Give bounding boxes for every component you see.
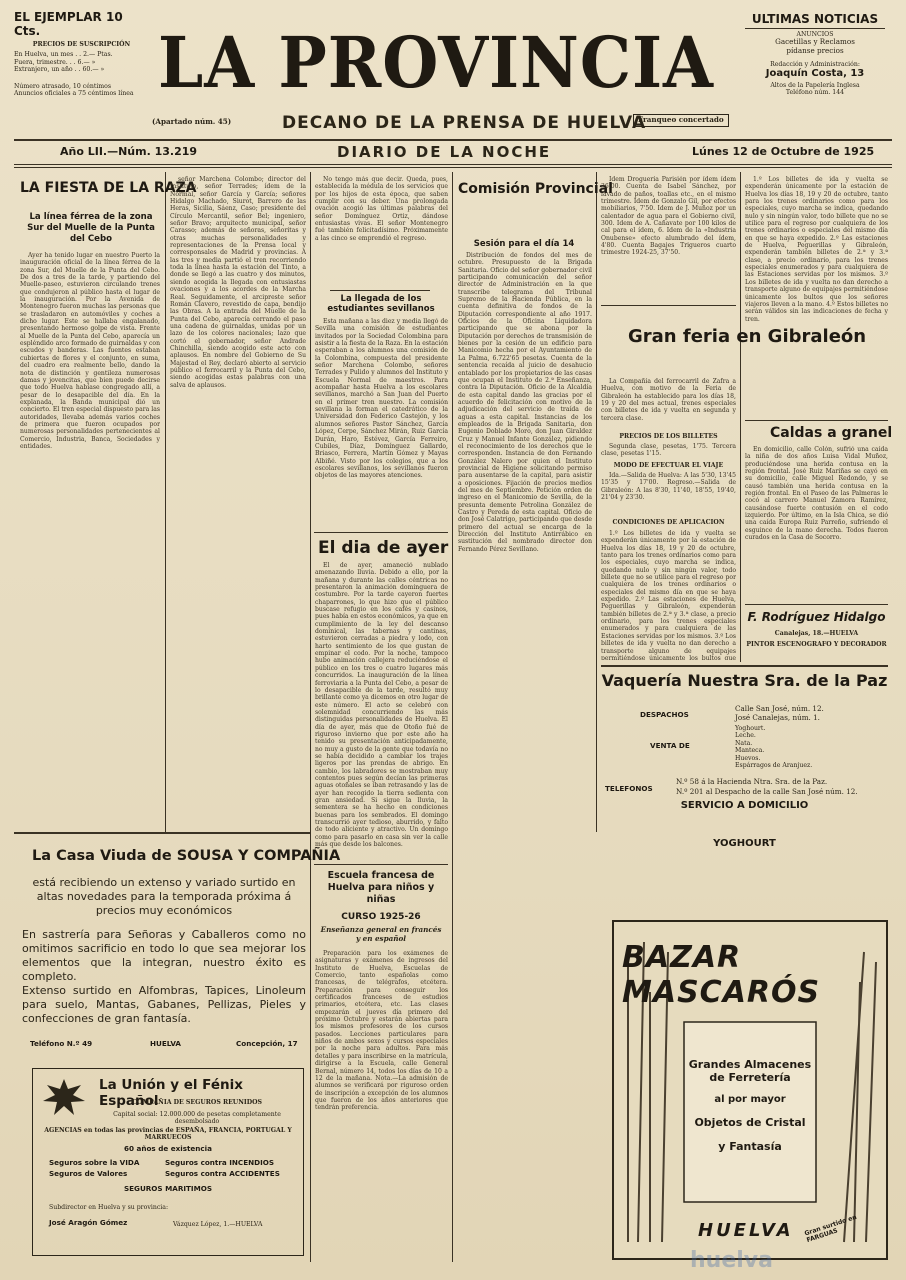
issue-price: EL EJEMPLAR 10 Cts. xyxy=(14,10,123,38)
union-incendios: Seguros contra INCENDIOS xyxy=(165,1158,275,1167)
precios-label: pídanse precios xyxy=(786,46,844,55)
union-valores: Seguros de Valores xyxy=(49,1169,128,1178)
caldas-body: En domicilio, calle Colón, sufrió una caída la niña de dos años Luisa Vidal Muñoz, produciéndose una herida contusa en la región frontal. José Ruiz Mariñas se cayó en su domicilio, calle Miguel Redondo, y se causó también una herida contusa en la región frontal. En el Paseo de las Palmeras le cocó al carrero Manuel Zamora Ramírez, causándose fuerte contusión en el codo izquierdo. Por último, en la Isla Chica, se dió una caída Europa Ruiz Parreño, sufriendo el esguince de la mano derecha. Todos fueron curados en la Casa de Socorro. xyxy=(745,446,888,542)
union-capital: Capital social: 12.000.000 de pesetas completamente desembolsado xyxy=(113,1111,281,1126)
section-rule xyxy=(14,832,310,834)
bazar-line-4: y Fantasía xyxy=(718,1140,782,1153)
address: Joaquín Costa, 13 xyxy=(765,68,865,79)
back-issue-note: Número atrasado, 10 céntimos xyxy=(14,82,112,90)
hidalgo-address: Canalejas, 18.—HUELVA xyxy=(774,630,859,637)
masthead-rule-bottom xyxy=(14,167,892,168)
feria-headline: Gran feria en Gibraleón xyxy=(628,326,867,347)
dia-body: El de ayer, amaneció nublado amenazando lluvia. Debido a ello, por la mañana y durante las calles céntricas no presentaron la animación dominguera de costumbre. Por la tarde cayeron fuertes chaparrones, lo que hizo que el público buscase refugio en los cafés y casinos, pues había en estos económicos, ya que en cumplimiento de la ley del descanso dominical, las tabernas y cantinas, estuvieron cerradas a piedra y lodo, con harto sentimiento de los que gustan de empinar el codo. Por la noche, tampoco hubo animación callejera reduciéndose el público en los tres o cuatro lugares más concurridos. La inauguración de la línea ferroviaria a la Punta del Cebo, a pesar de lo desapacible de la tarde, resultó muy brillante como ya dicemos en otro lugar de este número. El acto se celebró con solemnidad concurriendo las más distinguidas personalidades de Huelva. El día de ayer, más que de Otoño fué de riguroso invierno que por este año ha tenido su presentación anticipadamente, no muy a gusto de la gente que todavía no se había decidido a cambiar los trajes ligeros por las prendas de abrigo. En cambio, los labradores se mostraban muy contentos pues según decían las primeras aguas otoñales se iban retrasando y las de ayer han recogido la tierra sedienta con gran ansiedad. Si sigue la lluvia, la sementera se ha hecho en condiciones buenas para los sembrados. El domingo transcurrió ayer tedioso, aburrido, y falto de todo aliciente y atractivo. Un domingo como para pasarlo en casa sin ver la calle más que desde los balcones. xyxy=(315,562,448,849)
raza-body-cont: señor Marchena Colombo; director del Instituto, señor Terrades; ídem de la Normal, señor García y García; señores Hidalgo Machado, Siurot, Barrero de las Heras, Sicilia, Sáenz, Caso; presidente del Círculo Mercantil, señor Bel; ingeniero, señor Bravo; arquitecto municipal, señor Carasso; además de señoras, señoritas y otras muchas personalidades y representaciones de la Prensa local y corresponsales de Madrid y provincias. A las tres y media partió el tren recorriendo toda la línea hasta la estación del Tinto, a donde se llegó a las cuatro y dos minutos, siendo acogida la llegada con entusiastas ovaciones y a los acordes de la Marcha Real. Seguidamente, el arcipreste señor Román Clavero, revestido de capa, bendijo las Obras. A la entrada del Muelle de la Punta del Cebo, aparecía cerrando el paso una cadena de guirnaldas, unidas por un lazo de los colores nacionales; lazo que cortó el gobernador, señor Andrade Chinchilla, siendo acogido este acto con aplausos. En nombre del Gobierno de Su Majestad el Rey, declaró abierto al servicio público el ferrocarril y la Punta del Cebo, siendo acogidas estas palabras con una salva de aplausos. xyxy=(170,176,306,389)
estudiantes-body: Esta mañana a las diez y media llegó de Sevilla una comisión de estudiantes invitados por la Sociedad Colombina para asistir a la fiesta de la Raza. En la estación esperaban a los alumnos una comisión de la Colombina, compuesta del presidente señor Marchena Colombo, señores Terrades y Pulido y alumnos del Instituto y Escuela Normal de maestros. Para acompañar hasta Huelva a los escolares sevillanos, marchó a San Juan del Puerto en el primer tren nuestro. La comisión sevillana la forman el catedrático de la Universidad don Federico Castejón, y los alumnos señores Pastor Sánchez, García López, Cerpe, Sánchez Mirán, Ruiz García Durán, Haro, Estévez, García Ferreiro, Cubiles, Díaz, Domínguez Gallardo, Briasco, Ferrera, Martín Gómez y Mayas Albiñé. Visto por los colegios, que a los escolares sevillanos, los sevillanos fueron objetos de las mayores atenciones. xyxy=(315,318,448,480)
section-rule xyxy=(601,665,888,667)
comision-body-cont: Idem Droguería Parisién por ídem ídem 36,00. Cuenta de Isabel Sánchez, por lavado de paños, toallas etc., en el mismo trimestre. Idem de Gonzalo Gil, por efectos mobiliarios, 7'50. Idem de J. Muñoz por un calentador de agua para el Gobierno civil, 300. Idem de A. Cañavate por 100 kilos de cal para el ídem, 6. Idem de la «Industria Onubense» efecto alumbrado del ídem, 4'80. Cuenta Bagajes Trigueros cuarto trimestre 1924-25, 37'50. xyxy=(601,176,736,257)
franqueo-box: Franqueo concertado xyxy=(633,114,729,127)
union-fenix-ad xyxy=(32,1068,304,1256)
dia-headline: El dia de ayer xyxy=(318,538,449,558)
union-agent: José Aragón Gómez xyxy=(49,1218,128,1227)
sousa-title: La Casa Viuda de SOUSA Y COMPAÑIA xyxy=(32,848,341,864)
masthead-rule-mid xyxy=(14,164,892,165)
sousa-line-3: Extenso surtido en Alfombras, Tapices, Linoleum para suelo, Mantas, Gabanes, Pellizas, Pieles y confecciones de gran fantasía. xyxy=(22,984,306,1025)
caldas-headline: Caldas a granel xyxy=(770,425,893,441)
feria-modo-title: MODO DE EFECTUAR EL VIAJE xyxy=(613,462,724,469)
union-title: La Unión y el Fénix Español xyxy=(99,1077,243,1109)
price-block xyxy=(14,10,149,97)
hidalgo-name: F. Rodríguez Hidalgo xyxy=(747,610,886,624)
raza-body-end: No tengo más que decir. Queda, pues, establecida la médula de los servicios que por los hijos de esta época, que saben cumplir con su deber. Una prolongada ovación acogió las últimas palabras del señor Domínguez Ortiz, dándose entusiastas vivas. El señor Montenegro fué también felicitadísimo. Próximamente a las cinco se emprendió el regreso. xyxy=(315,176,448,242)
address-note: Altos de la Papelería Inglesa xyxy=(770,82,860,89)
union-years: 60 años de existencia xyxy=(124,1144,212,1153)
bazar-mascaros-ad xyxy=(612,920,888,1260)
escuela-body: Preparación para los exámenes de asignaturas y exámenes de ingresos del Instituto de Huelva, Escuelas de Comercio, tanto españolas como francesas, de telégrafos, etcétera. Preparación para conseguir los certificados franceses de estudios primarios, etcétera, etc. Las clases empezarán el jueves día primero del próximo Octubre y estarán abiertas para los mismos profesores de los cursos pasados. Lecciones particulares para niños de ambos sexos y cursos especiales por la noche para adultos. Para más detalles y para inscribirse en la matrícula, dirigirse a la Escuela, calle General Bernal, número 14, todos los días de 10 a 12 de la mañana. Nota.—La admisión de alumnos se verificará por riguroso orden de inscripción a excepción de los alumnos que fueron de los años anteriores que tendrán preferencia. xyxy=(315,950,448,1112)
phoenix-emblem-icon xyxy=(41,1075,87,1119)
subscription-line: Fuera, trimestre. . . 6.— » xyxy=(14,58,96,66)
comision-subheadline: Sesión para el día 14 xyxy=(473,239,575,249)
estudiantes-headline: La llegada de los estudiantes sevillanos xyxy=(327,294,435,314)
section-rule xyxy=(330,290,430,291)
column-divider xyxy=(310,172,311,1262)
sousa-line-2: En sastrería para Señoras y Caballeros como no omitimos sacrificio en todo lo que sea mejorar los elementos que la integran, nuestro éxito es completo. xyxy=(22,928,306,983)
feria-prices-title: PRECIOS DE LOS BILLETES xyxy=(619,433,718,440)
column-divider xyxy=(596,172,597,832)
issue-date: Lúnes 12 de Octubre de 1925 xyxy=(692,145,875,158)
subscription-title: PRECIOS DE SUSCRIPCIÓN xyxy=(32,41,131,48)
section-rule xyxy=(314,864,448,865)
subscription-line: En Huelva, un mes . . 2.— Ptas. xyxy=(14,51,113,59)
column-divider xyxy=(452,172,453,1262)
vaqueria-servicio: SERVICIO A DOMICILIO xyxy=(680,800,809,811)
bazar-line-2: al por mayor xyxy=(714,1094,786,1105)
bazar-title: BAZAR MASCARÓS xyxy=(622,940,821,1010)
bazar-city: HUELVA xyxy=(698,1220,794,1241)
feria-conditions: 1.º Los billetes de ida y vuelta se expenderán únicamente por la estación de Huelva los días 18, 19 y 20 de octubre, tanto para los trenes ordinarios como para los especiales, cuyo marcha se indica, quedando nulo y sin ningún valor, todo billete que no se utilice para el regreso por cualquiera de los trenes ordinarios o especiales del mismo día en que se haya expedido. 2.º Las estaciones de Huelva, Peguerillas y Gibraleón, expenderán también billetes de 2.ª y 3.ª clase, a precio ordinario, para los trenes especiales enumerados y para cualquiera de las Estaciones servidas por los mismos. 3.º Los billetes de ida y vuelta no dan derecho a transporte alguno de equipajes permitiéndose únicamente los bultos que xyxy=(601,530,736,660)
comision-headline: Comisión Provincial xyxy=(458,181,613,197)
column-divider xyxy=(740,172,741,662)
vaqueria-despacho-2: José Canalejas, núm. 1. xyxy=(735,713,820,722)
raza-headline: LA FIESTA DE LA RAZA xyxy=(20,180,197,196)
union-accidentes: Seguros contra ACCIDENTES xyxy=(165,1169,280,1178)
year-issue: Año LII.—Núm. 13.219 xyxy=(60,145,198,158)
gacetillas-label: Gacetillas y Reclamos xyxy=(775,37,855,47)
feria-conditions-cont: 1.º Los billetes de ida y vuelta se expenderán únicamente por la estación de Huelva los días 18, 19 y 20 de octubre, tanto para los trenes ordinarios como para los especiales, cuyo marcha se indica, quedando nulo y sin ningún valor, todo billete que no se utilice para el regreso por cualquiera de los trenes ordinarios o especiales del mismo día en que se haya expedido. 2.º Las estaciones de Huelva, Peguerillas y Gibraleón, expenderán también billetes de 2.ª y 3.ª clase, a precio ordinario, para los trenes especiales enumerados y para cualquiera de las Estaciones servidas por los mismos. 3.º Los billetes de ida y vuelta no dan derecho a transporte alguno de equipajes permitiéndose únicamente los bultos que los señores viajeros lleven a la mano. 4.º Estos billetes no serán válidos sin las indicaciones de fecha y tren. xyxy=(745,176,888,323)
section-rule xyxy=(745,420,888,421)
ads-note: Anuncios oficiales a 75 céntimos línea xyxy=(14,90,134,98)
union-agent-address: Vázquez López, 1.—HUELVA xyxy=(173,1221,263,1228)
vaqueria-tel-2: N.º 201 al Despacho de la calle San José núm. 12. xyxy=(676,787,858,796)
comision-body: Distribución de fondos del mes de octubre. Presupuesto de la Brigada Sanitaria. Oficio del señor gobernador civil participando comunicación del señor director de Administración en la que transcribe telegrama del Tribunal Supremo de la Hacienda Pública, en la cuenta definitiva de fondos de la Diputación correspondiente al año 1917. Oficios de la Oficina Liquidadora participando que se abona por la Diputación por derechos de transmisión de bienes por la cesión de un edificio para Manicomio hecha por el Ayuntamiento de La Palma, 6.722'65 pesetas. Cuenta de la sentencia recaída al juicio de desahucio entablado por los propietarios de las casas que ocupan el Instituto de 2.ª Enseñanza, contra la Diputación. Oficio de la Alcaldía de esta capital dando las gracias por el acuerdo de felicitación con motivo de la adjudicación del servicio de traída de aguas a esta capital. Instancias de los empleados de la Brigada Sanitaria, don Eugenio Doblado Moro, don Juan Giraldez Cruz y Manuel Infante González, pidiendo el reconocimiento de los derechos que le corresponden. Instancia de don Fernando González Nalero por quien el Instituto provincial de Higiene solicitando permiso para ausentarse de la capital, para asistir a oposiciones. Fijación de precios medios del mes de Septiembre. Petición orden de ingreso en el Manicomio de Sevilla, de la presunta demente Petrolina González de Castro y Pereda de esta capital. Oficio de don José Calatrigo, participando que desde primero del actual se encarga de la Dirección del Instituto Antirrábico en sustitución del nombrado director don Fernando Pérez Sevillano. xyxy=(458,252,592,553)
vaqueria-tel-1: N.º 58 á la Hacienda Ntra. Sra. de la Paz. xyxy=(676,777,828,786)
section-rule xyxy=(745,604,888,605)
feria-modo: Ida.—Salida de Huelva: A las 5'30, 13'45 15'35 y 17'00. Regreso.—Salida de Gibraleón: A las 8'30, 11'40, 18'55, 19'40, 21'04 y 23'30. xyxy=(601,472,736,502)
sousa-address: Concepción, 17 xyxy=(236,1039,298,1048)
watermark: huelva xyxy=(690,1248,773,1273)
vaqueria-title: Vaquería Nuestra Sra. de la Paz xyxy=(601,671,888,690)
column-divider xyxy=(165,172,166,832)
bazar-sash: Gran surtido en FARGUAS xyxy=(803,1213,858,1245)
redaccion-label: Redacción y Administración: xyxy=(770,60,860,68)
phone: Teléfono núm. 144 xyxy=(785,89,845,97)
diario-label: DIARIO DE LA NOCHE xyxy=(337,143,552,161)
section-rule xyxy=(314,532,448,533)
feria-cond-title: CONDICIONES DE APLICACION xyxy=(612,519,725,526)
vaqueria-yoghourt: YOGHOURT xyxy=(713,838,776,849)
hidalgo-trade: PINTOR ESCENOGRAFO Y DECORADOR xyxy=(746,641,887,648)
union-subtitle: COMPAÑIA DE SEGUROS REUNIDOS xyxy=(132,1099,262,1106)
union-vida: Seguros sobre la VIDA xyxy=(49,1158,140,1167)
vaqueria-despachos-label: DESPACHOS xyxy=(640,710,689,719)
sousa-line-1: está recibiendo un extenso y variado surtido en altas novedades para la temporada próxima á precios muy económicos xyxy=(32,876,296,917)
tagline: DECANO DE LA PRENSA DE HUELVA xyxy=(282,113,647,133)
newspaper-title: LA PROVINCIA xyxy=(158,21,714,104)
union-maritimos: SEGUROS MARITIMOS xyxy=(123,1184,213,1193)
right-masthead xyxy=(740,12,890,97)
vaqueria-venta-label: VENTA DE xyxy=(650,741,690,750)
feria-body: La Compañía del ferrocarril de Zafra a Huelva, con motivo de la Feria de Gibraleón ha establecido para los días 18, 19 y 20 del mes actual, trenes especiales con billetes de ida y vuelta en segunda y tercera clase. xyxy=(601,378,736,422)
escuela-subtitle: Enseñanza general en francés y en español xyxy=(320,925,442,943)
bazar-line-3: Objetos de Cristal xyxy=(694,1116,806,1129)
apartado: (Apartado núm. 45) xyxy=(152,117,232,126)
feria-prices: Segunda clase, pesetas, 1'75. Tercera clase, pesetas 1'15. xyxy=(601,443,736,458)
subscription-line: Extranjero, un año . . 60.— » xyxy=(14,66,105,74)
union-subdirector: Subdirector en Huelva y su provincia: xyxy=(49,1204,169,1211)
anuncios-label: ANUNCIOS xyxy=(796,31,834,38)
masthead-rule-top xyxy=(14,139,892,141)
ultimas-noticias: ULTIMAS NOTICIAS xyxy=(751,12,879,26)
vaqueria-venta-list: Yoghourt. Leche. Nata. Manteca. Huevos. Espárragos de Aranjuez. xyxy=(735,725,813,770)
sousa-phone: Teléfono N.º 49 xyxy=(30,1039,93,1048)
raza-body: Ayer ha tenido lugar en nuestro Puerto la inauguración oficial de la línea férrea de la zona Sur, del Muelle de la Punta del Cebo. De dos a tres de la tarde, y partiendo del Muelle-paseo, estuvieron circulando trenes que condujeron al público hasta el lugar de la inauguración. Por la Avenida de Montenegro fueron muchas las personas que se trasladaron en automóviles y coches a dicho lugar. Este se hallaba engalanado, presentando hermoso golpe de vista. Frente al Muelle de la Punta del Cebo, aparecía un espléndido arco formado de guirnaldas y con escudos y banderas. Las fuentes estaban cubiertas de flores y el conjunto, en suma, del cuadro era realmente bello, dando la nota de distinción y gentileza numerosas damas y jovencitas, que bien puede decirse que todo Huelva habíase congregado allí, a pesar de lo desapacible del día. En la explanada, la Banda municipal dió un concierto. El tren especial dispuesto para las autoridades, llevaba además varios coches de primera que fueron ocupados por numerosas personalidades pertenecientes al Comercio, Industria, Banca, Sociedades y entidades. xyxy=(20,252,160,450)
sousa-city: HUELVA xyxy=(150,1039,181,1048)
union-agencias: AGENCIAS en todas las provincias de ESPAÑA, FRANCIA, PORTUGAL Y MARRUECOS xyxy=(44,1127,292,1142)
escuela-title: Escuela francesa de Huelva para niños y niñas xyxy=(327,870,435,905)
section-rule xyxy=(601,305,736,306)
vaqueria-despacho-1: Calle San José, núm. 12. xyxy=(735,704,824,713)
bazar-line-1: Grandes Almacenes de Ferretería xyxy=(688,1058,812,1084)
escuela-curso: CURSO 1925-26 xyxy=(341,912,421,922)
raza-subheadline: La línea férrea de la zona Sur del Muelle de la Punta del Cebo xyxy=(27,212,155,244)
vaqueria-telefonos-label: TELEFONOS xyxy=(605,784,653,793)
